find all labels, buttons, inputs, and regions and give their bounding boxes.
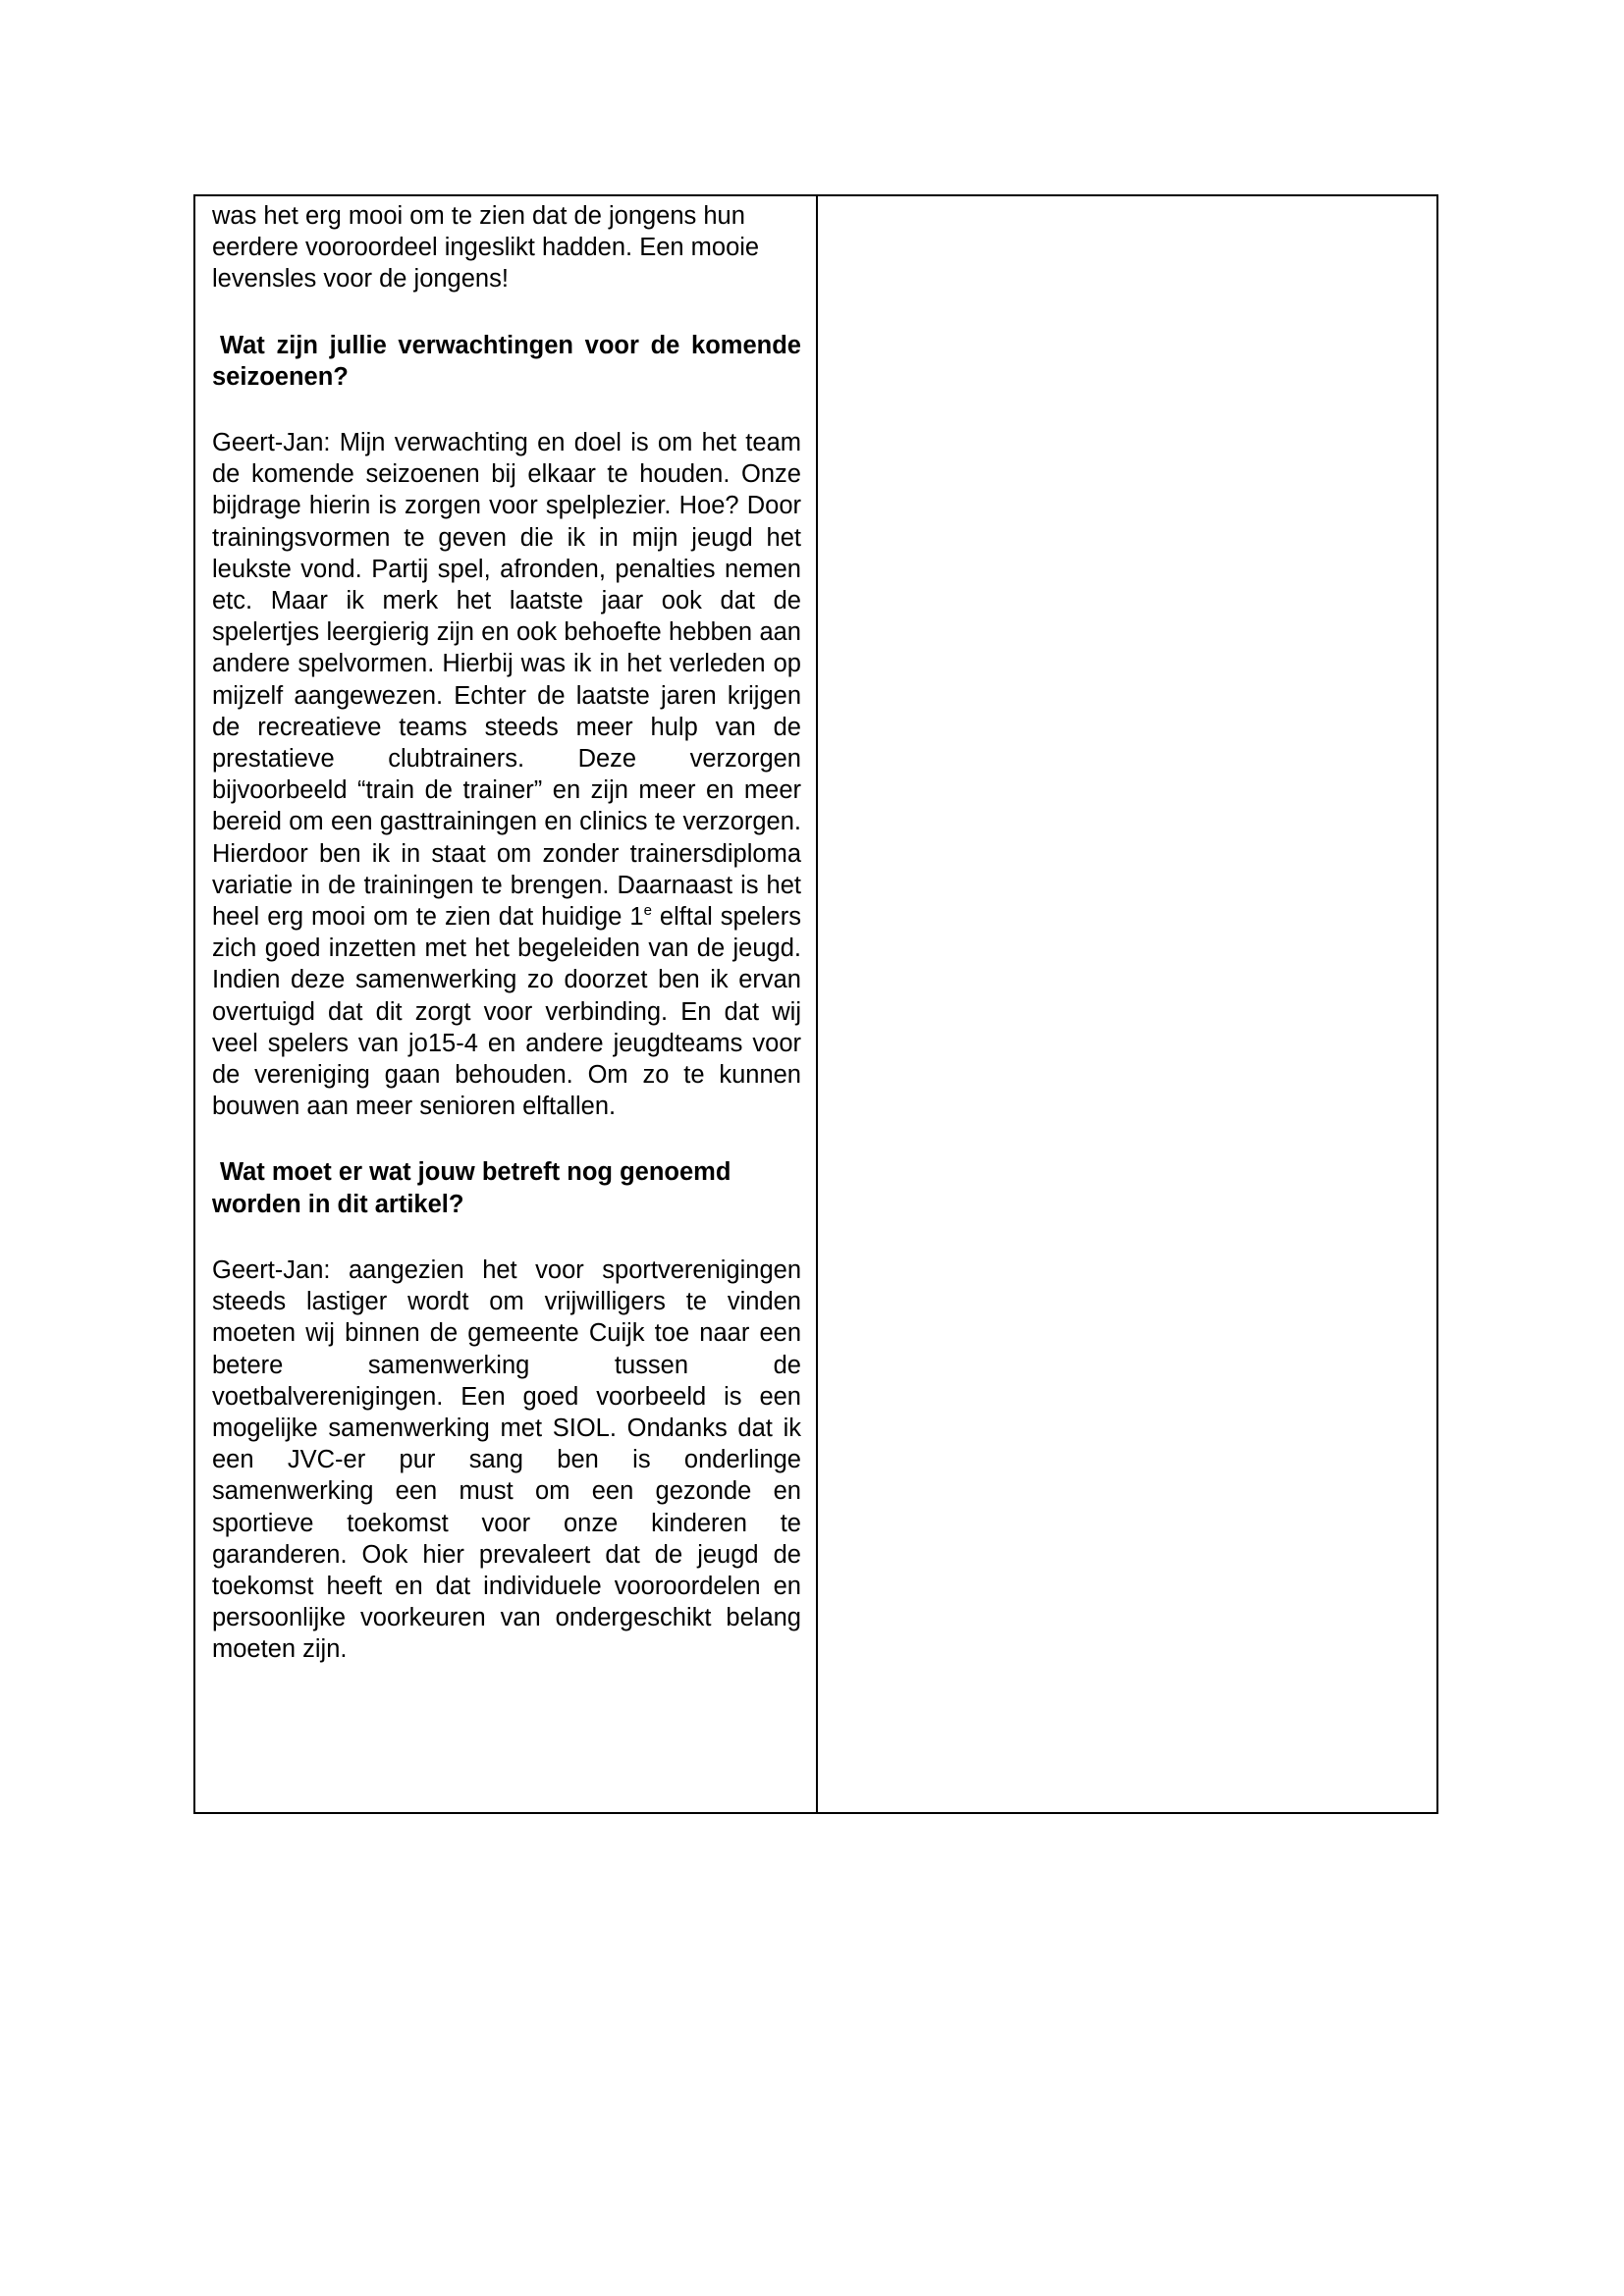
empty-column xyxy=(818,196,1436,1812)
answer-expectations xyxy=(212,427,801,1122)
answer-expectations-part1: Geert-Jan: Mijn verwachting en doel is om het team de komende seizoenen bij elkaar te houden. Onze bijdrage hierin is zorgen voor spelplezier. Hoe? Door trainingsvormen te geven die ik in mijn jeugd het leukste vond. Partij spel, afronden, penalties nemen etc. Maar ik merk het laatste jaar ook dat de spelertjes leergierig zijn en ook behoefte hebben aan andere spelvormen. Hierbij was ik in het verleden op mijzelf aangewezen. Echter de laatste jaren krijgen de recreatieve teams steeds meer hulp van de prestatieve clubtrainers. Deze verzorgen bijvoorbeeld “train de trainer” en zijn meer en meer bereid om een gasttrainingen en clinics te verzorgen. Hierdoor ben ik in staat om zonder trainersdiploma variatie in de trainingen te brengen. Daarnaast is het heel erg mooi om te zien dat huidige 1 xyxy=(212,429,801,932)
ordinal-superscript: e xyxy=(643,902,652,920)
question-expectations: Wat zijn jullie verwachtingen voor de komende seizoenen? xyxy=(212,331,801,391)
article-text-column xyxy=(195,196,818,1812)
spacer xyxy=(212,393,801,427)
spacer xyxy=(212,1122,801,1156)
question-remarks: Wat moet er wat jouw betreft nog genoemd worden in dit artikel? xyxy=(212,1158,731,1218)
spacer xyxy=(212,1220,801,1255)
spacer xyxy=(212,295,801,330)
continuation-paragraph: was het erg mooi om te zien dat de jongens hun eerdere vooroordeel ingeslikt hadden. Een mooie levensles voor de jongens! xyxy=(212,202,760,294)
answer-remarks: Geert-Jan: aangezien het voor sportverenigingen steeds lastiger wordt om vrijwilligers te vinden moeten wij binnen de gemeente Cuijk toe naar een betere samenwerking tussen de voetbalverenigingen. Een goed voorbeeld is een mogelijke samenwerking met SIOL. Ondanks dat ik een JVC-er pur sang ben is onderlinge samenwerking een must om een gezonde en sportieve toekomst voor onze kinderen te garanderen. Ook hier prevaleert dat de jeugd de toekomst heeft en dat individuele vooroordelen en persoonlijke voorkeuren van ondergeschikt belang moeten zijn. xyxy=(212,1255,801,1664)
answer-expectations-part2: elftal spelers zich goed inzetten met het begeleiden van de jeugd. Indien deze samenwerking zo doorzet ben ik ervan overtuigd dat dit zorgt voor verbinding. En dat wij veel spelers van jo15-4 en andere jeugdteams voor de vereniging gaan behouden. Om zo te kunnen bouwen aan meer senioren elftallen. xyxy=(212,903,801,1121)
article-table xyxy=(193,194,1438,1814)
